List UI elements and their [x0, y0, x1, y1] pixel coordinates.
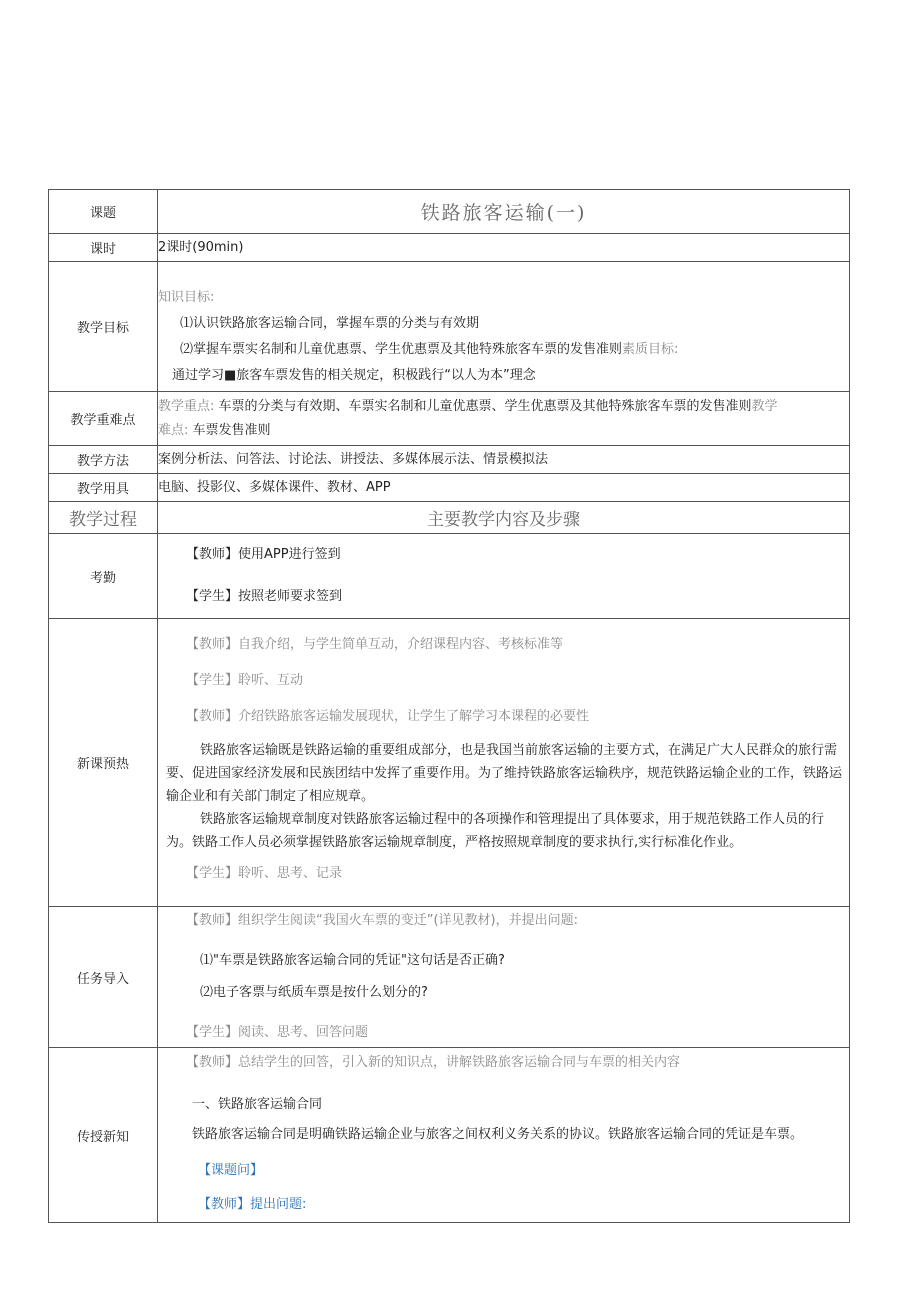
task-teacher-1: 【教师】组织学生阅读“我国火车票的变迁”(详见教材)，并提出问题: — [186, 913, 578, 928]
preview-teacher-2: 【教师】介绍铁路旅客运输发展现状，让学生了解学习本课程的必要性 — [186, 709, 590, 724]
row-tools — [49, 474, 850, 502]
knowledge-tag-1: 【课题问】 — [198, 1163, 264, 1178]
row-hours — [49, 234, 850, 262]
attendance-content — [158, 534, 850, 619]
quality-heading: 素质目标: — [622, 342, 679, 357]
knowledge-paragraph-1: 铁路旅客运输合同是明确铁路运输企业与旅客之间权利义务关系的协议。铁路旅客运输合同的凭证是车票。 — [192, 1127, 804, 1142]
label-preview: 新课预热 — [49, 619, 158, 907]
preview-paragraph-2: 铁路旅客运输规章制度对铁路旅客运输过程中的各项操作和管理提出了具体要求，用于规范铁路工作人员的行为。铁路工作人员必须掌握铁路旅客运输规章制度，严格按照规章制度的要求执行,实行标准化作业。 — [166, 812, 825, 850]
preview-paragraph-1: 铁路旅客运输既是铁路运输的重要组成部分，也是我国当前旅客运输的主要方式，在满足广大人民群众的旅行需要、促进国家经济发展和民族团结中发挥了重要作用。为了维持铁路旅客运输秩序，规范铁路运输企业的工作，铁路运输企业和有关部门制定了相应规章。 — [166, 743, 843, 804]
preview-teacher-1: 【教师】自我介绍，与学生简单互动，介绍课程内容、考核标准等 — [186, 637, 564, 652]
process-header-value: 主要教学内容及步骤 — [158, 502, 850, 534]
hard-heading-part2: 难点: — [158, 422, 189, 438]
key-text: 车票的分类与有效期、车票实名制和儿童优惠票、学生优惠票及其他特殊旅客车票的发售准则 — [218, 398, 752, 414]
attendance-student: 【学生】按照老师要求签到 — [186, 589, 343, 604]
knowledge-section-1: 一、铁路旅客运输合同 — [192, 1097, 323, 1112]
hard-text: 车票发售准则 — [192, 422, 271, 438]
label-methods: 教学方法 — [49, 446, 158, 474]
methods-value: 案例分析法、问答法、讨论法、讲授法、多媒体展示法、情景模拟法 — [158, 446, 850, 474]
task-student-1: 【学生】阅读、思考、回答问题 — [186, 1025, 369, 1040]
process-header-label: 教学过程 — [49, 502, 158, 534]
label-tools: 教学用具 — [49, 474, 158, 502]
task-question-1: ⑴"车票是铁路旅客运输合同的凭证"这句话是否正确? — [200, 953, 505, 968]
label-objectives: 教学目标 — [49, 262, 158, 392]
label-key-points: 教学重难点 — [49, 392, 158, 446]
objective-item-2: ⑵掌握车票实名制和儿童优惠票、学生优惠票及其他特殊旅客车票的发售准则 — [180, 342, 623, 357]
row-methods — [49, 446, 850, 474]
preview-content — [158, 619, 850, 907]
objective-item-2-line — [158, 337, 849, 363]
row-key-points — [49, 392, 850, 446]
key-points-content — [158, 392, 850, 446]
new-knowledge-content — [158, 1048, 850, 1223]
hard-heading-part1: 教学 — [751, 398, 778, 414]
objectives-content — [158, 262, 850, 392]
lesson-plan-table — [48, 189, 850, 1223]
key-heading: 教学重点: — [158, 398, 215, 414]
row-topic — [49, 190, 850, 234]
label-hours: 课时 — [49, 234, 158, 262]
row-preview — [49, 619, 850, 907]
preview-student-2: 【学生】聆听、思考、记录 — [186, 866, 343, 881]
label-topic: 课题 — [49, 190, 158, 234]
row-new-knowledge — [49, 1048, 850, 1223]
task-question-2: ⑵电子客票与纸质车票是按什么划分的? — [200, 985, 428, 1000]
knowledge-teacher-1: 【教师】总结学生的回答，引入新的知识点，讲解铁路旅客运输合同与车票的相关内容 — [186, 1055, 681, 1070]
knowledge-heading: 知识目标: — [158, 290, 215, 305]
row-task-intro — [49, 907, 850, 1048]
label-attendance: 考勤 — [49, 534, 158, 619]
objective-item-3: 通过学习■旅客车票发售的相关规定，积极践行“以人为本”理念 — [172, 368, 536, 383]
hours-value: 2课时(90min) — [158, 234, 850, 262]
topic-title: 铁路旅客运输(一) — [158, 190, 850, 234]
attendance-teacher: 【教师】使用APP进行签到 — [186, 547, 341, 562]
task-intro-content — [158, 907, 850, 1048]
hard-point-line — [158, 419, 849, 443]
row-process-header — [49, 502, 850, 534]
row-attendance — [49, 534, 850, 619]
preview-student-1: 【学生】聆听、互动 — [186, 673, 304, 688]
objective-item-1: ⑴认识铁路旅客运输合同，掌握车票的分类与有效期 — [180, 316, 480, 331]
row-objectives — [49, 262, 850, 392]
label-new-knowledge: 传授新知 — [49, 1048, 158, 1223]
label-task-intro: 任务导入 — [49, 907, 158, 1048]
knowledge-teacher-2: 【教师】提出问题: — [198, 1197, 307, 1212]
key-point-line — [158, 395, 849, 419]
tools-value: 电脑、投影仪、多媒体课件、教材、APP — [158, 474, 850, 502]
